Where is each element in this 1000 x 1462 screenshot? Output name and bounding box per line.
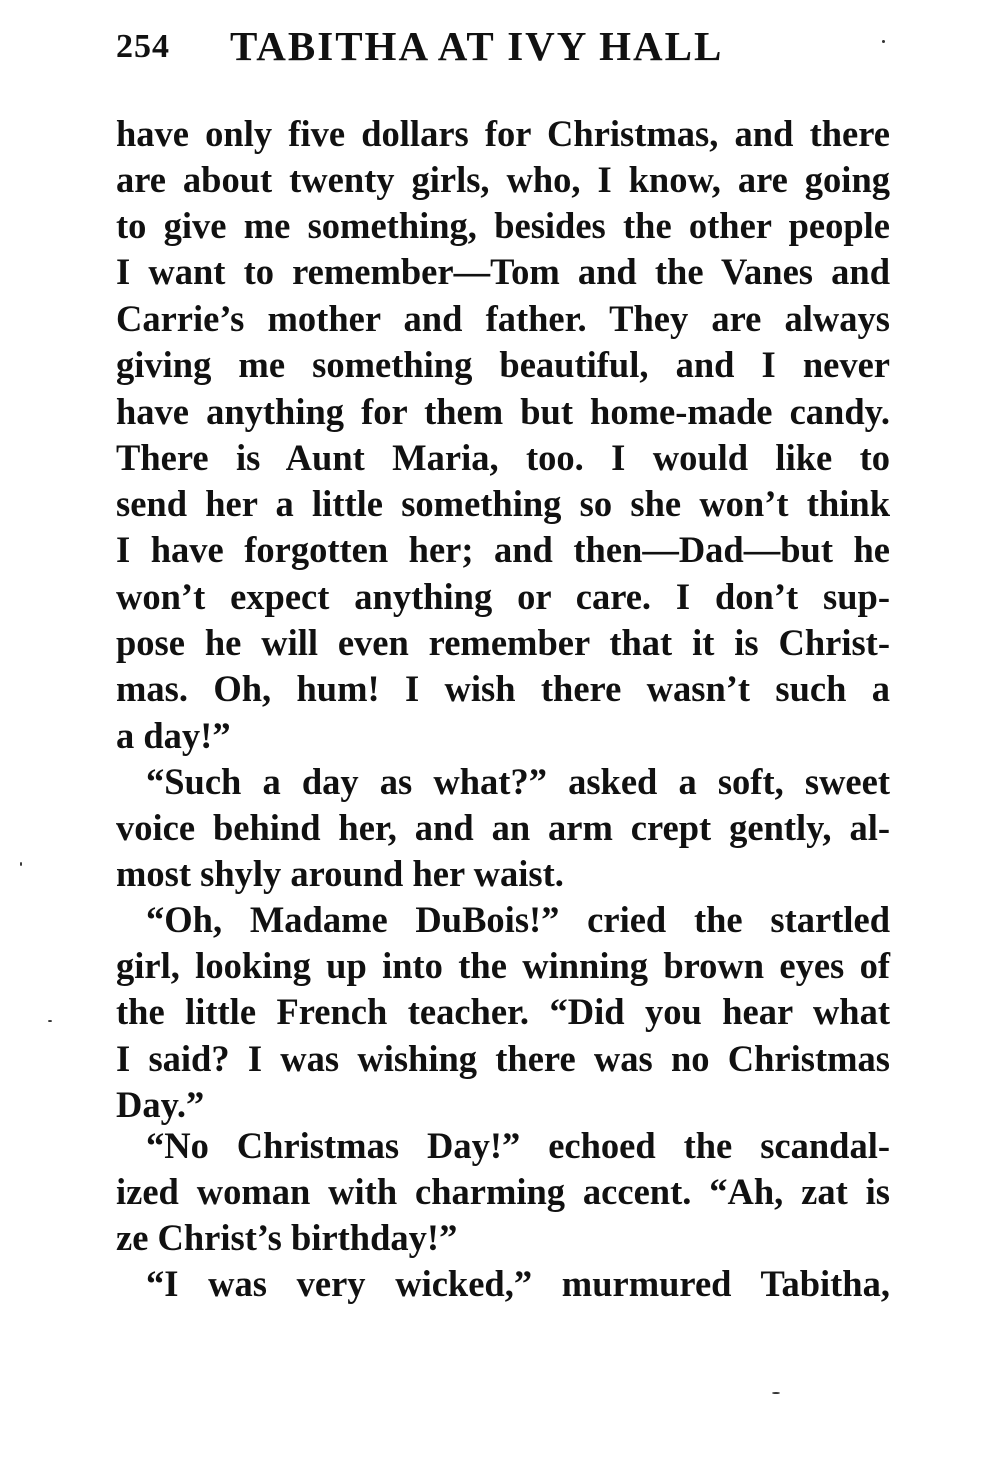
text-line: “Such a day as what?” asked a soft, sweet bbox=[146, 761, 890, 802]
running-head bbox=[116, 22, 896, 78]
text-line: won’t expect anything or care. I don’t sup- bbox=[116, 576, 890, 617]
text-line: I said? I was wishing there was no Christmas bbox=[116, 1038, 890, 1079]
text-line: most shyly around her waist. bbox=[116, 853, 564, 894]
text-line: voice behind her, and an arm crept gently, al- bbox=[116, 807, 890, 848]
scan-speck bbox=[882, 40, 885, 43]
text-line: have only five dollars for Christmas, and there bbox=[116, 113, 890, 154]
text-line: a day!” bbox=[116, 715, 231, 756]
text-line: giving me something beautiful, and I never bbox=[116, 344, 890, 385]
text-line: ized woman with charming accent. “Ah, zat is bbox=[116, 1171, 890, 1212]
text-line: Carrie’s mother and father. They are always bbox=[116, 298, 890, 339]
text-line: “No Christmas Day!” echoed the scandal- bbox=[146, 1125, 890, 1166]
text-line: girl, looking up into the winning brown eyes of bbox=[116, 945, 890, 986]
scan-speck bbox=[20, 862, 22, 866]
page-number: 254 bbox=[116, 28, 170, 65]
text-line: pose he will even remember that it is Christ- bbox=[116, 622, 890, 663]
running-title: TABITHA AT IVY HALL bbox=[230, 23, 724, 69]
text-line: There is Aunt Maria, too. I would like to bbox=[116, 437, 890, 478]
text-line: have anything for them but home-made candy. bbox=[116, 391, 890, 432]
text-line: the little French teacher. “Did you hear what bbox=[116, 991, 890, 1032]
scan-speck bbox=[48, 1020, 52, 1022]
text-line: I have forgotten her; and then—Dad—but he bbox=[116, 529, 890, 570]
text-line: Day.” bbox=[116, 1084, 205, 1125]
text-line: to give me something, besides the other people bbox=[116, 205, 890, 246]
text-line: ze Christ’s birthday!” bbox=[116, 1217, 458, 1258]
text-line: I want to remember—Tom and the Vanes and bbox=[116, 251, 890, 292]
text-line: “I was very wicked,” murmured Tabitha, bbox=[146, 1263, 890, 1304]
scan-speck bbox=[772, 1392, 780, 1394]
text-line: are about twenty girls, who, I know, are going bbox=[116, 159, 890, 200]
text-line: mas. Oh, hum! I wish there wasn’t such a bbox=[116, 668, 890, 709]
text-line: send her a little something so she won’t think bbox=[116, 483, 890, 524]
text-line: “Oh, Madame DuBois!” cried the startled bbox=[146, 899, 890, 940]
